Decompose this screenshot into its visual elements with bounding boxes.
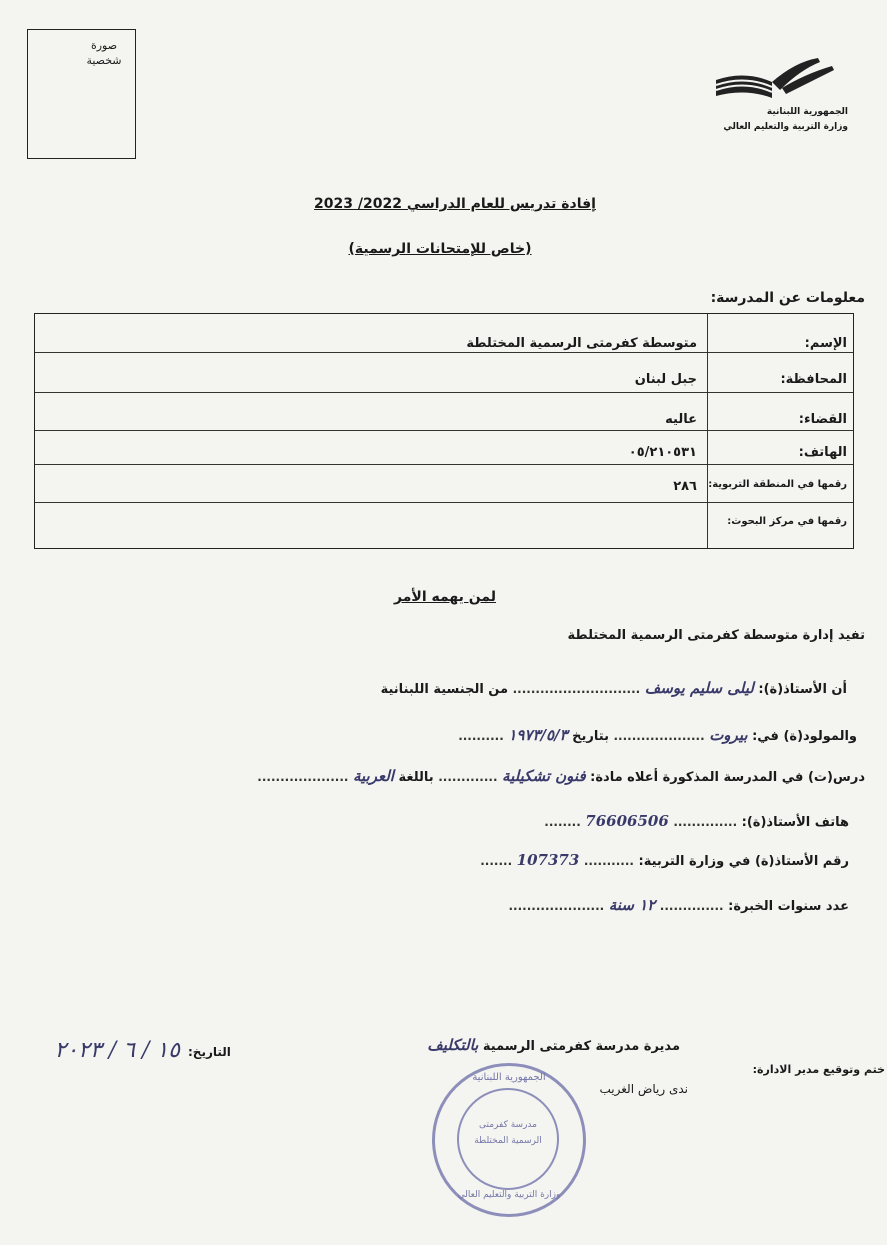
stamp-inner-ring (457, 1088, 559, 1190)
director-name: ندى رياض الغريب (599, 1082, 688, 1096)
logo-line1: الجمهورية اللبنانية (766, 107, 848, 117)
dotted-line: ....... (480, 854, 513, 868)
dotted-line: .............. (659, 899, 724, 913)
teacher-name-handwritten: ليلى سليم يوسف (644, 679, 754, 697)
photo-label-line1: صورة (90, 39, 118, 52)
dotted-line: .................... (257, 770, 349, 784)
subject-handwritten: فنون تشكيلية (502, 767, 586, 785)
body-line-reg (349, 851, 849, 869)
row-divider (35, 464, 853, 465)
row-label: المحافظة: (780, 372, 847, 387)
ministry-logo (700, 52, 850, 147)
row-label: الهاتف: (798, 445, 847, 460)
dotted-line: .................... (613, 729, 705, 743)
dotted-line: ..................... (508, 899, 605, 913)
taught-label: درس(ت) في المدرسة المذكورة أعلاه مادة: (590, 770, 865, 785)
body-line-born (57, 726, 857, 744)
body-prefix: تفيد إدارة (802, 628, 865, 643)
teacher-label: أن الأستاذ(ة): (758, 682, 847, 697)
school-info-heading: معلومات عن المدرسة: (710, 290, 865, 306)
dotted-line: ........ (544, 815, 581, 829)
dotted-line: .......... (458, 729, 504, 743)
dotted-line: ........... (583, 854, 634, 868)
stamp-bottom-text: وزارة التربية والتعليم العالي (457, 1190, 561, 1200)
body-school: متوسطة كفرمتى الرسمية المختلطة (567, 628, 799, 643)
photo-label (81, 38, 127, 68)
born-place-handwritten: بيروت (709, 726, 748, 744)
official-stamp (432, 1063, 586, 1217)
row-label: رقمها في مركز البحوث: (727, 516, 847, 527)
row-label: الإسم: (804, 336, 847, 351)
row-divider (35, 502, 853, 503)
director-title-line (380, 1036, 680, 1054)
date-handwritten: ١٥ / ٦ / ٢٠٢٣ (54, 1038, 180, 1063)
body-line-1 (265, 628, 865, 643)
dotted-line: ............................ (512, 682, 641, 696)
body-line-subject (45, 767, 865, 785)
exp-label: عدد سنوات الخبرة: (728, 899, 849, 914)
language-label: باللغة (398, 770, 434, 785)
teacher-phone-handwritten: 76606506 (585, 812, 669, 830)
to-whom-heading: لمن يهمه الأمر (394, 589, 496, 605)
book-logo-icon (700, 52, 850, 107)
dotted-line: .............. (673, 815, 738, 829)
photo-box (27, 29, 136, 159)
district-value: عاليه (665, 412, 697, 427)
body-line-phone (349, 812, 849, 830)
born-label: والمولود(ة) في: (752, 729, 857, 744)
director-title: مديرة مدرسة كفرمتى الرسمية (482, 1039, 680, 1054)
stamp-center-line1: مدرسة كفرمتى (479, 1120, 537, 1130)
page-subtitle: (خاص للإمتحانات الرسمية) (348, 241, 532, 257)
page-title: إفادة تدريس للعام الدراسي 2022/ 2023 (314, 196, 596, 212)
director-assignment-handwritten: بالتكليف (427, 1036, 479, 1054)
row-divider (35, 392, 853, 393)
stamp-center-line2: الرسمية المختلطة (474, 1136, 542, 1146)
body-line-exp (349, 896, 849, 914)
governorate-value: جبل لبنان (634, 372, 697, 387)
body-line-teacher (67, 679, 847, 697)
reg-label: رقم الأستاذ(ة) في وزارة التربية: (638, 854, 849, 869)
table-divider (707, 314, 708, 548)
photo-label-line2: شخصية (86, 54, 122, 67)
signature-label: ختم وتوقيع مدير الادارة: (752, 1063, 885, 1076)
date-label: التاريخ: (188, 1045, 231, 1059)
teacher-phone-label: هاتف الأستاذ(ة): (741, 815, 849, 830)
row-label: رقمها في المنطقة التربوية: (708, 479, 847, 490)
dotted-line: ............. (438, 770, 498, 784)
school-info-table (34, 313, 854, 549)
row-label: القضاء: (798, 412, 847, 427)
logo-line2: وزارة التربية والتعليم العالي (723, 122, 848, 132)
row-divider (35, 430, 853, 431)
region-number-value: ٢٨٦ (673, 479, 697, 494)
born-date-label: بتاريخ (572, 729, 609, 744)
nationality-text: من الجنسية اللبنانية (380, 682, 509, 697)
language-handwritten: العربية (352, 767, 394, 785)
row-divider (35, 352, 853, 353)
reg-handwritten: 107373 (516, 851, 580, 869)
phone-value: ٠٥/٢١٠٥٣١ (628, 445, 697, 460)
exp-handwritten: ١٢ سنة (608, 896, 656, 914)
born-date-handwritten: ١٩٧٣/٥/٣ (508, 726, 568, 744)
stamp-ring-text: الجمهورية اللبنانية (472, 1072, 546, 1083)
school-name-value: متوسطة كفرمتى الرسمية المختلطة (466, 336, 697, 351)
